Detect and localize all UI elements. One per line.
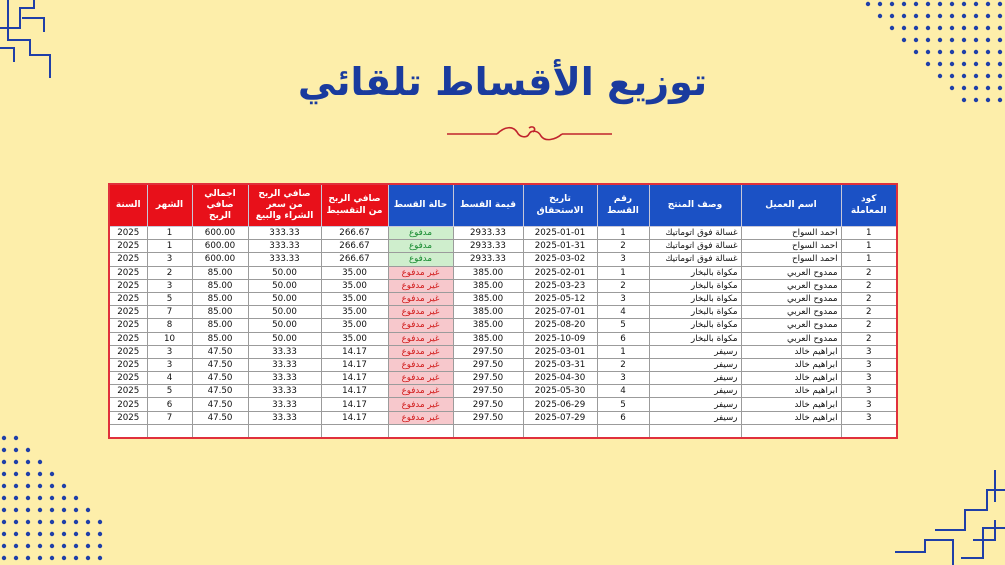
cell-status[interactable]: مدفوع [388,227,453,240]
cell-net-profit-buy-sell[interactable]: 33.33 [248,345,321,358]
cell-empty[interactable] [388,424,453,438]
cell-code[interactable]: 3 [841,372,897,385]
cell-empty[interactable] [109,424,147,438]
table-row [109,372,897,385]
cell-net-profit-buy-sell[interactable]: 50.00 [248,306,321,319]
cell-amount[interactable]: 385.00 [453,332,523,345]
cell-due-date[interactable]: 2025-02-01 [523,266,597,279]
table-row [109,332,897,345]
cell-code[interactable]: 3 [841,385,897,398]
col-header-client[interactable]: اسم العميل [741,184,841,227]
cell-installment-number[interactable]: 1 [597,266,649,279]
cell-installment-number[interactable]: 2 [597,279,649,292]
cell-year[interactable]: 2025 [109,279,147,292]
col-header-installment-number[interactable]: رقم القسط [597,184,649,227]
cell-total-net-profit[interactable]: 47.50 [192,372,248,385]
cell-code[interactable]: 2 [841,292,897,305]
cell-due-date[interactable]: 2025-03-01 [523,345,597,358]
cell-month[interactable]: 10 [147,332,192,345]
cell-month[interactable]: 3 [147,345,192,358]
cell-due-date[interactable]: 2025-05-12 [523,292,597,305]
cell-installment-number[interactable]: 5 [597,319,649,332]
cell-status[interactable]: غير مدفوع [388,292,453,305]
cell-amount[interactable]: 385.00 [453,319,523,332]
cell-month[interactable]: 1 [147,240,192,253]
cell-net-profit-buy-sell[interactable]: 50.00 [248,332,321,345]
cell-amount[interactable]: 297.50 [453,398,523,411]
cell-year[interactable]: 2025 [109,253,147,266]
cell-net-profit-installment[interactable]: 35.00 [321,332,388,345]
cell-client[interactable]: ممدوح العربي [741,292,841,305]
cell-net-profit-installment[interactable]: 14.17 [321,345,388,358]
cell-net-profit-buy-sell[interactable]: 333.33 [248,253,321,266]
cell-empty[interactable] [597,424,649,438]
cell-net-profit-installment[interactable]: 14.17 [321,358,388,371]
col-header-net-profit-installment[interactable]: صافي الربح من التقسيط [321,184,388,227]
cell-month[interactable]: 5 [147,385,192,398]
cell-installment-number[interactable]: 6 [597,332,649,345]
cell-year[interactable]: 2025 [109,411,147,424]
cell-amount[interactable]: 297.50 [453,358,523,371]
col-header-total-net-profit[interactable]: اجمالي صافي الربح [192,184,248,227]
cell-client[interactable]: ابراهيم خالد [741,398,841,411]
cell-month[interactable]: 7 [147,306,192,319]
cell-total-net-profit[interactable]: 600.00 [192,240,248,253]
cell-empty[interactable] [523,424,597,438]
cell-status[interactable]: مدفوع [388,253,453,266]
cell-amount[interactable]: 2933.33 [453,227,523,240]
cell-amount[interactable]: 297.50 [453,411,523,424]
cell-total-net-profit[interactable]: 85.00 [192,319,248,332]
table-row [109,385,897,398]
cell-product[interactable]: مكواة بالبخار [649,279,741,292]
cell-due-date[interactable]: 2025-03-31 [523,358,597,371]
cell-net-profit-buy-sell[interactable]: 333.33 [248,227,321,240]
cell-amount[interactable]: 297.50 [453,385,523,398]
table-row [109,411,897,424]
col-header-code[interactable]: كود المعاملة [841,184,897,227]
cell-code[interactable]: 2 [841,332,897,345]
cell-status[interactable]: غير مدفوع [388,385,453,398]
cell-amount[interactable]: 2933.33 [453,240,523,253]
cell-net-profit-installment[interactable]: 35.00 [321,306,388,319]
cell-month[interactable]: 3 [147,253,192,266]
cell-product[interactable]: رسيفر [649,345,741,358]
cell-net-profit-installment[interactable]: 266.67 [321,253,388,266]
table-row [109,319,897,332]
cell-total-net-profit[interactable]: 85.00 [192,332,248,345]
cell-installment-number[interactable]: 6 [597,411,649,424]
cell-month[interactable]: 2 [147,266,192,279]
cell-amount[interactable]: 385.00 [453,306,523,319]
cell-month[interactable]: 4 [147,372,192,385]
cell-net-profit-installment[interactable]: 14.17 [321,385,388,398]
cell-status[interactable]: مدفوع [388,240,453,253]
cell-client[interactable]: ابراهيم خالد [741,411,841,424]
cell-client[interactable]: ممدوح العربي [741,266,841,279]
cell-total-net-profit[interactable]: 85.00 [192,292,248,305]
cell-empty[interactable] [453,424,523,438]
cell-empty[interactable] [248,424,321,438]
cell-client[interactable]: ممدوح العربي [741,279,841,292]
cell-year[interactable]: 2025 [109,398,147,411]
table-row [109,306,897,319]
cell-year[interactable]: 2025 [109,306,147,319]
cell-installment-number[interactable]: 2 [597,240,649,253]
cell-product[interactable]: مكواة بالبخار [649,306,741,319]
cell-net-profit-installment[interactable]: 35.00 [321,319,388,332]
cell-month[interactable]: 6 [147,398,192,411]
cell-year[interactable]: 2025 [109,345,147,358]
cell-client[interactable]: ابراهيم خالد [741,358,841,371]
cell-client[interactable]: احمد السواح [741,253,841,266]
cell-product[interactable]: رسيفر [649,398,741,411]
cell-product[interactable]: مكواة بالبخار [649,266,741,279]
cell-year[interactable]: 2025 [109,319,147,332]
cell-code[interactable]: 1 [841,240,897,253]
table-row [109,253,897,266]
cell-amount[interactable]: 297.50 [453,372,523,385]
cell-month[interactable]: 7 [147,411,192,424]
cell-code[interactable]: 1 [841,227,897,240]
cell-total-net-profit[interactable]: 85.00 [192,279,248,292]
cell-installment-number[interactable]: 4 [597,385,649,398]
cell-installment-number[interactable]: 5 [597,398,649,411]
cell-code[interactable]: 2 [841,279,897,292]
cell-net-profit-buy-sell[interactable]: 50.00 [248,319,321,332]
cell-code[interactable]: 3 [841,345,897,358]
cell-product[interactable]: مكواة بالبخار [649,332,741,345]
title-divider-ornament [447,126,612,142]
cell-net-profit-installment[interactable]: 14.17 [321,411,388,424]
table-row [109,358,897,371]
cell-net-profit-installment[interactable]: 14.17 [321,398,388,411]
cell-empty[interactable] [192,424,248,438]
col-header-month[interactable]: الشهر [147,184,192,227]
cell-due-date[interactable]: 2025-01-31 [523,240,597,253]
cell-month[interactable]: 3 [147,279,192,292]
cell-amount[interactable]: 2933.33 [453,253,523,266]
cell-client[interactable]: ممدوح العربي [741,332,841,345]
table-row [109,398,897,411]
cell-code[interactable]: 3 [841,398,897,411]
cell-status[interactable]: غير مدفوع [388,319,453,332]
cell-amount[interactable]: 385.00 [453,266,523,279]
cell-year[interactable]: 2025 [109,227,147,240]
cell-total-net-profit[interactable]: 47.50 [192,398,248,411]
cell-code[interactable]: 1 [841,253,897,266]
cell-installment-number[interactable]: 3 [597,253,649,266]
cell-net-profit-buy-sell[interactable]: 50.00 [248,292,321,305]
cell-net-profit-installment[interactable]: 35.00 [321,279,388,292]
cell-installment-number[interactable]: 2 [597,358,649,371]
bottom-right-corner-ornament [895,470,1005,565]
empty-table-row [109,424,897,438]
cell-year[interactable]: 2025 [109,266,147,279]
cell-net-profit-installment[interactable]: 35.00 [321,292,388,305]
cell-due-date[interactable]: 2025-07-01 [523,306,597,319]
cell-net-profit-installment[interactable]: 14.17 [321,372,388,385]
cell-due-date[interactable]: 2025-10-09 [523,332,597,345]
cell-due-date[interactable]: 2025-03-02 [523,253,597,266]
cell-code[interactable]: 2 [841,306,897,319]
cell-client[interactable]: ابراهيم خالد [741,372,841,385]
cell-installment-number[interactable]: 4 [597,306,649,319]
page-title: توزيع الأقساط تلقائي [297,60,708,104]
cell-net-profit-installment[interactable]: 266.67 [321,227,388,240]
cell-total-net-profit[interactable]: 85.00 [192,266,248,279]
cell-product[interactable]: غسالة فوق اتوماتيك [649,253,741,266]
cell-due-date[interactable]: 2025-08-20 [523,319,597,332]
cell-code[interactable]: 3 [841,411,897,424]
cell-empty[interactable] [147,424,192,438]
cell-code[interactable]: 2 [841,266,897,279]
cell-installment-number[interactable]: 1 [597,345,649,358]
cell-installment-number[interactable]: 3 [597,372,649,385]
col-header-product[interactable]: وصف المنتج [649,184,741,227]
col-header-status[interactable]: حالة القسط [388,184,453,227]
cell-year[interactable]: 2025 [109,358,147,371]
cell-month[interactable]: 8 [147,319,192,332]
cell-client[interactable]: ابراهيم خالد [741,385,841,398]
table-row [109,240,897,253]
cell-product[interactable]: غسالة فوق اتوماتيك [649,240,741,253]
cell-month[interactable]: 1 [147,227,192,240]
cell-status[interactable]: غير مدفوع [388,279,453,292]
cell-product[interactable]: رسيفر [649,385,741,398]
cell-net-profit-buy-sell[interactable]: 333.33 [248,240,321,253]
cell-year[interactable]: 2025 [109,292,147,305]
cell-product[interactable]: غسالة فوق اتوماتيك [649,227,741,240]
cell-due-date[interactable]: 2025-01-01 [523,227,597,240]
cell-total-net-profit[interactable]: 47.50 [192,385,248,398]
cell-status[interactable]: غير مدفوع [388,266,453,279]
cell-total-net-profit[interactable]: 47.50 [192,345,248,358]
cell-product[interactable]: مكواة بالبخار [649,292,741,305]
cell-due-date[interactable]: 2025-04-30 [523,372,597,385]
cell-due-date[interactable]: 2025-06-29 [523,398,597,411]
cell-year[interactable]: 2025 [109,372,147,385]
cell-status[interactable]: غير مدفوع [388,411,453,424]
cell-amount[interactable]: 385.00 [453,279,523,292]
cell-status[interactable]: غير مدفوع [388,345,453,358]
cell-installment-number[interactable]: 3 [597,292,649,305]
cell-net-profit-buy-sell[interactable]: 33.33 [248,372,321,385]
cell-total-net-profit[interactable]: 85.00 [192,306,248,319]
cell-empty[interactable] [841,424,897,438]
cell-due-date[interactable]: 2025-03-23 [523,279,597,292]
cell-product[interactable]: رسيفر [649,372,741,385]
col-header-net-profit-buy-sell[interactable]: صافي الربح من سعر الشراء والبيع [248,184,321,227]
col-header-amount[interactable]: قيمة القسط [453,184,523,227]
cell-status[interactable]: غير مدفوع [388,398,453,411]
table-row [109,266,897,279]
cell-year[interactable]: 2025 [109,240,147,253]
cell-month[interactable]: 5 [147,292,192,305]
cell-empty[interactable] [321,424,388,438]
cell-client[interactable]: ابراهيم خالد [741,345,841,358]
cell-product[interactable]: مكواة بالبخار [649,319,741,332]
cell-code[interactable]: 2 [841,319,897,332]
cell-installment-number[interactable]: 1 [597,227,649,240]
cell-status[interactable]: غير مدفوع [388,358,453,371]
col-header-due-date[interactable]: تاريخ الاستحقاق [523,184,597,227]
installments-table [108,183,898,439]
cell-product[interactable]: رسيفر [649,358,741,371]
cell-client[interactable]: احمد السواح [741,240,841,253]
table-row [109,227,897,240]
cell-code[interactable]: 3 [841,358,897,371]
cell-amount[interactable]: 297.50 [453,345,523,358]
cell-total-net-profit[interactable]: 600.00 [192,253,248,266]
cell-status[interactable]: غير مدفوع [388,332,453,345]
cell-status[interactable]: غير مدفوع [388,306,453,319]
cell-empty[interactable] [741,424,841,438]
cell-due-date[interactable]: 2025-05-30 [523,385,597,398]
cell-net-profit-buy-sell[interactable]: 33.33 [248,358,321,371]
cell-client[interactable]: احمد السواح [741,227,841,240]
cell-year[interactable]: 2025 [109,385,147,398]
cell-client[interactable]: ممدوح العربي [741,319,841,332]
cell-net-profit-installment[interactable]: 35.00 [321,266,388,279]
cell-net-profit-installment[interactable]: 266.67 [321,240,388,253]
cell-status[interactable]: غير مدفوع [388,372,453,385]
cell-due-date[interactable]: 2025-07-29 [523,411,597,424]
cell-net-profit-buy-sell[interactable]: 33.33 [248,411,321,424]
cell-empty[interactable] [649,424,741,438]
cell-total-net-profit[interactable]: 47.50 [192,358,248,371]
cell-total-net-profit[interactable]: 47.50 [192,411,248,424]
cell-amount[interactable]: 385.00 [453,292,523,305]
cell-net-profit-buy-sell[interactable]: 50.00 [248,279,321,292]
table-row [109,279,897,292]
header-row [109,184,897,227]
cell-total-net-profit[interactable]: 600.00 [192,227,248,240]
cell-year[interactable]: 2025 [109,332,147,345]
cell-client[interactable]: ممدوح العربي [741,306,841,319]
col-header-year[interactable]: السنة [109,184,147,227]
cell-net-profit-buy-sell[interactable]: 33.33 [248,385,321,398]
cell-month[interactable]: 3 [147,358,192,371]
table-row [109,345,897,358]
bottom-left-dots-pattern [0,430,110,565]
cell-net-profit-buy-sell[interactable]: 33.33 [248,398,321,411]
cell-product[interactable]: رسيفر [649,411,741,424]
table-row [109,292,897,305]
cell-net-profit-buy-sell[interactable]: 50.00 [248,266,321,279]
